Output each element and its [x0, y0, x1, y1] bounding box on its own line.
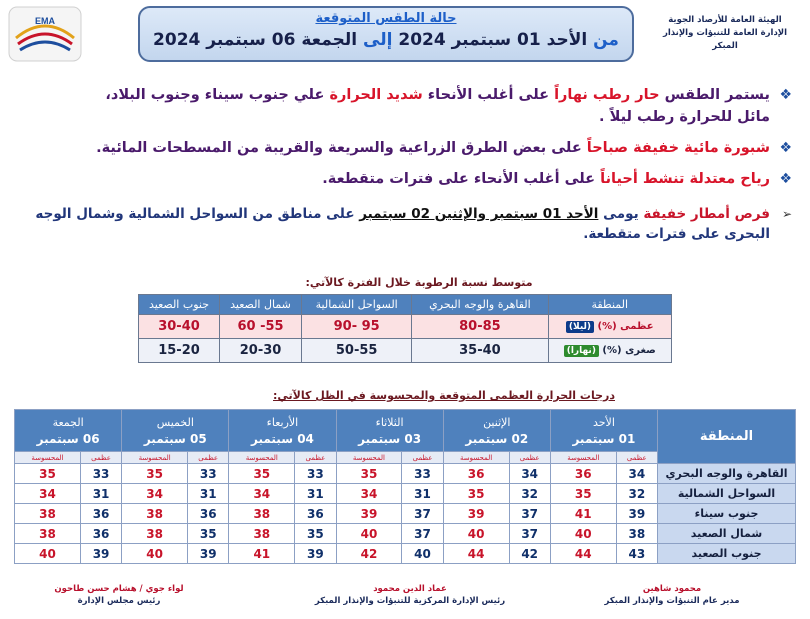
max-temp-cell: 36	[188, 504, 229, 524]
day-header	[443, 410, 550, 452]
humidity-max-cell: 55- 60	[220, 315, 302, 339]
max-subheader: عظمى	[402, 452, 443, 464]
humidity-col-header: القاهرة والوجه البحري	[412, 295, 548, 315]
day-tag: (نهارا)	[564, 345, 599, 357]
region-label: جنوب سيناء	[658, 504, 796, 524]
day-header	[336, 410, 443, 452]
humidity-max-cell: 95 -90	[302, 315, 412, 339]
day-date: 01 سبتمبر	[572, 431, 636, 446]
humidity-max-label	[548, 315, 672, 339]
max-temp-cell: 33	[402, 464, 443, 484]
signature-position: رئيس الإدارة المركزية للتنبؤات والإنذار المبكر	[314, 596, 506, 606]
max-subheader: عظمى	[616, 452, 657, 464]
signature-position: رئيس مجلس الإدارة	[77, 596, 161, 606]
day-header	[122, 410, 229, 452]
signature-name: محمود شاهين	[642, 584, 702, 594]
max-temp-cell: 37	[402, 504, 443, 524]
day-name: الأربعاء	[266, 415, 299, 429]
humidity-min-cell: 15-20	[139, 339, 220, 363]
humidity-region-header: المنطقة	[548, 295, 672, 315]
signature-position: مدير عام التنبؤات والإنذار المبكر	[604, 596, 740, 606]
feels-like-cell: 38	[15, 504, 81, 524]
bullet-rain	[12, 204, 792, 244]
max-temp-cell: 40	[402, 544, 443, 564]
humidity-table	[138, 294, 672, 363]
rain-days-word: يومى	[598, 206, 644, 222]
feels-like-cell: 40	[443, 524, 509, 544]
forecast-bullets	[12, 84, 792, 253]
feels-like-cell: 44	[550, 544, 616, 564]
feels-like-cell: 35	[122, 464, 188, 484]
bullet-weather	[12, 84, 792, 128]
feels-like-cell: 36	[550, 464, 616, 484]
date-to-word: إلى	[363, 30, 393, 50]
humidity-col-header: السواحل الشمالية	[302, 295, 412, 315]
max-subheader: عظمى	[80, 452, 121, 464]
signature-name: لواء جوي / هشام حسن طاحون	[54, 584, 184, 594]
humidity-max-cell: 80-85	[412, 315, 548, 339]
max-temp-cell: 35	[188, 524, 229, 544]
date-from: الأحد 01 سبتمبر 2024	[398, 30, 588, 50]
max-temp-cell: 38	[616, 524, 657, 544]
feels-like-cell: 35	[229, 464, 295, 484]
max-temp-cell: 32	[509, 484, 550, 504]
max-temp-cell: 33	[80, 464, 121, 484]
feels-like-cell: 34	[336, 484, 402, 504]
max-temp-cell: 34	[616, 464, 657, 484]
region-label: القاهرة والوجه البحري	[658, 464, 796, 484]
min-label-text: صغرى (%)	[602, 344, 656, 356]
day-name: الثلاثاء	[375, 415, 404, 429]
feels-like-cell: 40	[550, 524, 616, 544]
date-from-word: من	[593, 30, 619, 50]
feels-like-cell: 44	[443, 544, 509, 564]
region-label: جنوب الصعيد	[658, 544, 796, 564]
rain-chance: فرص أمطار خفيفة	[643, 206, 770, 222]
signature-name: عماد الدين محمود	[373, 584, 447, 594]
max-temp-cell: 37	[509, 504, 550, 524]
feel-subheader: المحسوسة	[15, 452, 81, 464]
temperature-region-header: المنطقة	[658, 410, 796, 464]
max-temp-cell: 35	[295, 524, 336, 544]
max-temp-cell: 39	[295, 544, 336, 564]
temperature-row	[15, 464, 796, 484]
humidity-min-label	[548, 339, 672, 363]
max-temp-cell: 33	[295, 464, 336, 484]
max-temp-cell: 39	[80, 544, 121, 564]
max-temp-cell: 36	[295, 504, 336, 524]
day-date: 06 سبتمبر	[36, 431, 100, 446]
bullet-text-run: على بعض الطرق الزراعية والسريعة والقريبة من المسطحات المائية.	[96, 140, 587, 156]
feels-like-cell: 39	[336, 504, 402, 524]
date-to: الجمعة 06 سبتمبر 2024	[153, 30, 358, 50]
bullet-text-run: شديد الحرارة	[329, 87, 423, 103]
ema-logo-icon	[6, 4, 84, 64]
feels-like-cell: 38	[229, 524, 295, 544]
feel-subheader: المحسوسة	[550, 452, 616, 464]
feel-subheader: المحسوسة	[122, 452, 188, 464]
organization-name	[650, 14, 800, 53]
humidity-min-cell: 35-40	[412, 339, 548, 363]
day-name: الأحد	[592, 415, 615, 429]
day-header	[229, 410, 336, 452]
max-temp-cell: 37	[402, 524, 443, 544]
humidity-max-cell: 30-40	[139, 315, 220, 339]
temperature-row	[15, 484, 796, 504]
forecast-title: حالة الطقس المتوقعة	[315, 11, 457, 26]
temperature-table	[14, 409, 796, 564]
day-header	[550, 410, 657, 452]
feels-like-cell: 38	[122, 504, 188, 524]
max-temp-cell: 31	[295, 484, 336, 504]
feels-like-cell: 34	[15, 484, 81, 504]
max-temp-cell: 31	[188, 484, 229, 504]
feels-like-cell: 36	[443, 464, 509, 484]
max-temp-cell: 37	[509, 524, 550, 544]
max-label-text: عظمى (%)	[597, 320, 654, 332]
feels-like-cell: 38	[229, 504, 295, 524]
diamond-bullet-icon: ❖	[779, 140, 792, 156]
humidity-col-header: شمال الصعيد	[220, 295, 302, 315]
temperature-row	[15, 544, 796, 564]
bullet-text-run: يستمر الطقس	[659, 87, 770, 103]
signature-3	[24, 583, 214, 607]
bullet-text-run: علي جنوب سيناء وجنوب البلاد،	[105, 87, 330, 103]
day-name: الجمعة	[52, 415, 84, 429]
max-subheader: عظمى	[509, 452, 550, 464]
max-temp-cell: 43	[616, 544, 657, 564]
humidity-max-row	[139, 315, 672, 339]
arrow-bullet-icon: ➢	[781, 207, 792, 221]
max-temp-cell: 39	[616, 504, 657, 524]
feels-like-cell: 40	[122, 544, 188, 564]
day-date: 05 سبتمبر	[143, 431, 207, 446]
day-header	[15, 410, 122, 452]
bullet-text-line2: مائل للحرارة رطب ليلاً .	[599, 109, 770, 125]
org-line-2: الإدارة العامة للتنبؤات والإنذار المبكر	[662, 28, 788, 51]
bullet-text-run: رياح معتدلة تنشط أحياناً	[600, 171, 770, 187]
feels-like-cell: 40	[15, 544, 81, 564]
temperature-title: درجات الحرارة العظمى المتوقعة والمحسوسة في الظل كالآتي:	[273, 389, 615, 402]
feel-subheader: المحسوسة	[443, 452, 509, 464]
region-label: السواحل الشمالية	[658, 484, 796, 504]
rain-days: الأحد 01 سبتمبر والإثنين 02 سبتمبر	[359, 206, 599, 222]
feels-like-cell: 39	[443, 504, 509, 524]
bullet-fog	[12, 137, 792, 159]
day-name: الخميس	[156, 415, 194, 429]
max-temp-cell: 39	[188, 544, 229, 564]
signature-2	[290, 583, 530, 607]
temperature-row	[15, 504, 796, 524]
diamond-bullet-icon: ❖	[779, 87, 792, 103]
humidity-min-cell: 50-55	[302, 339, 412, 363]
max-temp-cell: 34	[509, 464, 550, 484]
rain-areas: على مناطق من السواحل الشمالية وشمال الوجه البحرى على فترات متقطعة.	[35, 206, 770, 242]
day-date: 04 سبتمبر	[251, 431, 314, 446]
region-label: شمال الصعيد	[658, 524, 796, 544]
temperature-days-row	[15, 410, 796, 452]
humidity-title: متوسط نسبة الرطوبة خلال الفترة كالآتي:	[305, 276, 533, 289]
feels-like-cell: 40	[336, 524, 402, 544]
feels-like-cell: 35	[336, 464, 402, 484]
humidity-col-header: جنوب الصعيد	[139, 295, 220, 315]
humidity-min-row	[139, 339, 672, 363]
max-temp-cell: 31	[402, 484, 443, 504]
diamond-bullet-icon: ❖	[779, 171, 792, 187]
bullet-text-run: شبورة مائية خفيفة صباحاً	[586, 140, 770, 156]
feels-like-cell: 41	[550, 504, 616, 524]
logo-text: EMA	[35, 16, 55, 26]
bullet-wind	[12, 168, 792, 190]
day-date: 03 سبتمبر	[358, 431, 422, 446]
feels-like-cell: 35	[550, 484, 616, 504]
max-temp-cell: 33	[188, 464, 229, 484]
bullet-text-run: على أغلب الأنحاء على فترات متقطعة.	[322, 171, 601, 187]
forecast-period	[140, 30, 632, 50]
day-date: 02 سبتمبر	[465, 431, 529, 446]
max-subheader: عظمى	[188, 452, 229, 464]
feel-subheader: المحسوسة	[336, 452, 402, 464]
night-tag: (ليلا)	[566, 321, 594, 333]
feels-like-cell: 35	[443, 484, 509, 504]
max-temp-cell: 42	[509, 544, 550, 564]
feels-like-cell: 38	[122, 524, 188, 544]
feels-like-cell: 34	[229, 484, 295, 504]
max-temp-cell: 32	[616, 484, 657, 504]
max-temp-cell: 36	[80, 504, 121, 524]
humidity-min-cell: 20-30	[220, 339, 302, 363]
day-name: الإثنين	[483, 415, 511, 429]
temperature-row	[15, 524, 796, 544]
feels-like-cell: 35	[15, 464, 81, 484]
bullet-text-run: حار رطب نهاراً	[554, 87, 660, 103]
feels-like-cell: 38	[15, 524, 81, 544]
max-temp-cell: 31	[80, 484, 121, 504]
max-temp-cell: 36	[80, 524, 121, 544]
feels-like-cell: 42	[336, 544, 402, 564]
org-line-1: الهيئة العامة للأرصاد الجوية	[668, 15, 782, 25]
feels-like-cell: 34	[122, 484, 188, 504]
bullet-text-run: على أغلب الأنحاء	[422, 87, 555, 103]
humidity-header-row	[139, 295, 672, 315]
title-banner	[138, 6, 634, 62]
max-subheader: عظمى	[295, 452, 336, 464]
feel-subheader: المحسوسة	[229, 452, 295, 464]
feels-like-cell: 41	[229, 544, 295, 564]
signature-1	[572, 583, 772, 607]
